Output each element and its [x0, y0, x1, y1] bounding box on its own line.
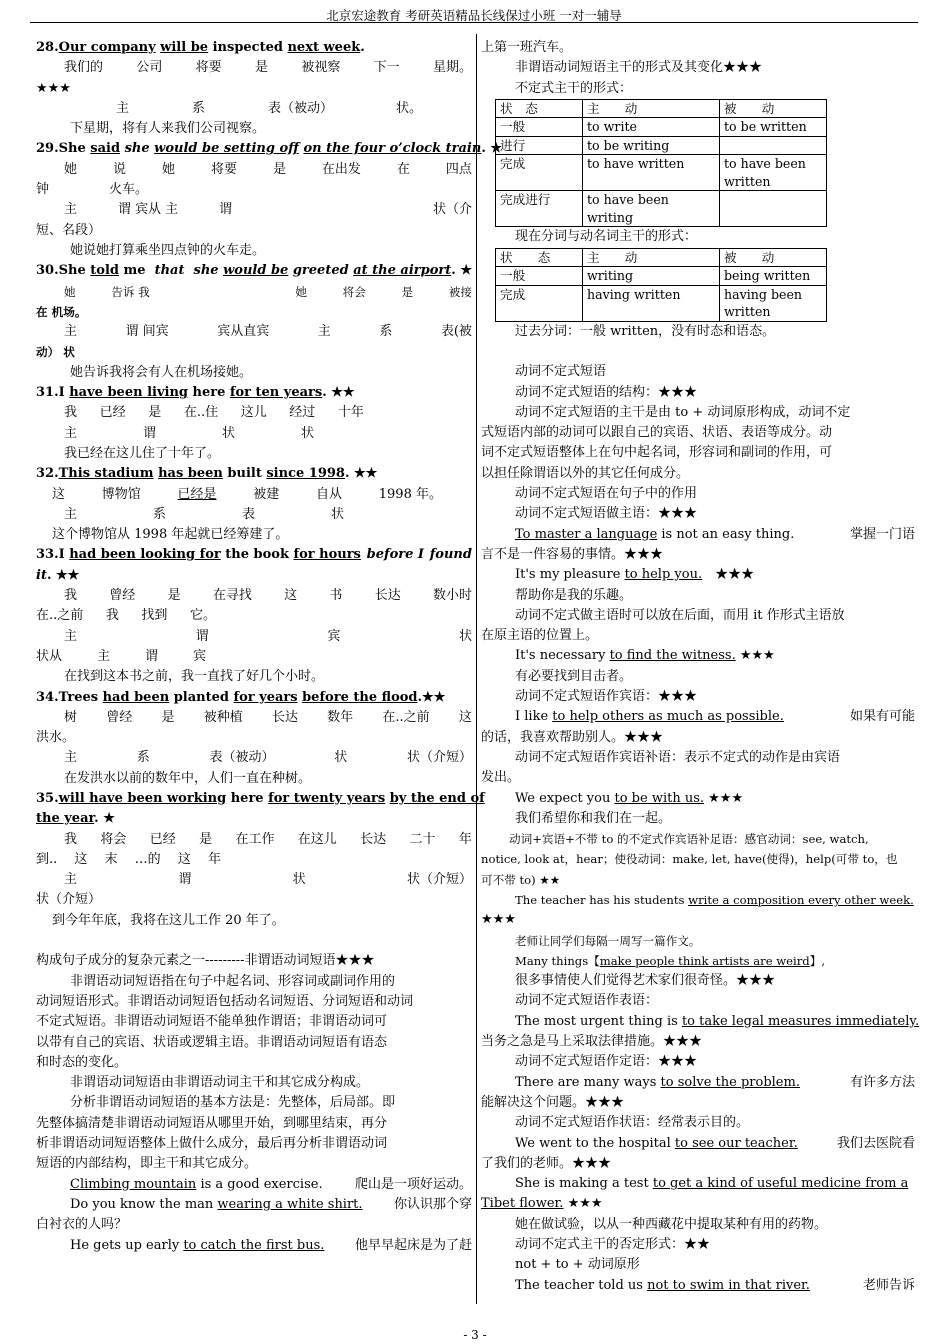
gloss-33b: 在..之前 我 找到 它。 [36, 608, 216, 624]
example-medicine-cont: Tibet flower. ★★★ [481, 1196, 603, 1212]
attributive-heading: 动词不定式短语作定语：★★★ [515, 1054, 698, 1070]
sentence-34: 34.Trees had been planted for years before the flood.★★ [36, 689, 446, 705]
translation-35: 到今年年底，我将在这儿工作 20 年了。 [52, 912, 285, 928]
table-header-row [496, 248, 827, 267]
predicative-heading: 动词不定式短语作表语： [515, 993, 659, 1009]
example-composition: The teacher has his students write a composition every other week. [515, 893, 914, 907]
example-catch-bus: He gets up early to catch the first bus. 他早早起床是为了赶 [70, 1237, 472, 1253]
gloss-28: 我们的 公司 将要 是 被视察 下一 星期。 [64, 60, 472, 76]
it-note-line2: 在原主语的位置上。 [481, 628, 599, 644]
bare-infinitive-note-line3: 可不带 to) ★★ [481, 872, 561, 887]
gloss-30: 她 告诉 我 她 将会 是 被接 [64, 284, 472, 299]
roles-29: 主 谓 宾从 主 谓 状（介 [64, 202, 472, 218]
translation-33: 在找到这本书之前，我一直找了好几个小时。 [64, 669, 325, 685]
sentence-35b: the year. ★ [36, 811, 115, 827]
roles-30: 主 谓 间宾 宾从直宾 主 系 表(被 [64, 324, 472, 340]
sentence-29: 29.She said she would be setting off on the four o’clock train. ★ [36, 141, 503, 157]
roles-34: 主 系 表（被动） 状 状（介短） [64, 750, 472, 766]
table-cell: to have written [583, 155, 720, 191]
gloss-29b: 钟 火车。 [36, 182, 149, 198]
table-cell: 完成 [496, 155, 583, 191]
table-cell: 一般 [496, 267, 583, 286]
infinitive-para-line4: 以担任除谓语以外的其它任何成分。 [481, 465, 690, 481]
translation-28: 下星期，将有人来我们公司视察。 [70, 121, 266, 137]
spacer [481, 342, 915, 362]
gloss-34b: 洪水。 [36, 730, 76, 746]
gloss-31: 我 已经 是 在..住 这儿 经过 十年 [64, 405, 364, 421]
infinitive-para-line2: 式短语内部的动词可以跟自己的宾语、状语、表语等成分。动 [481, 425, 833, 441]
example-help-others: I like to help others as much as possible. 如果有可能 [515, 709, 915, 725]
infinitive-roles: 动词不定式短语在句子中的作用 [515, 486, 698, 502]
section-para1-line2: 动词短语形式。非谓语动词短语包括动名词短语、分词短语和动词 [36, 993, 414, 1009]
spacer [36, 931, 472, 951]
table-cell: to be written [720, 118, 827, 137]
section-para1-line1: 非谓语动词短语指在句子中起名词、形容词或副词作用的 [70, 973, 396, 989]
sentence-31: 31.I have been living here for ten years. ★★ [36, 385, 355, 401]
table-cell: to be writing [583, 136, 720, 155]
table-row [496, 267, 827, 286]
table-cell: having written [583, 285, 720, 321]
bare-infinitive-note-line1: 动词+宾语+不带 to 的不定式作宾语补足语：感官动词：see, watch, [509, 832, 869, 847]
translation-32: 这个博物馆从 1998 年起就已经筹建了。 [52, 527, 289, 543]
sentence-35: 35.will have been working here for twenty years by the end of [36, 790, 485, 806]
gloss-29: 她 说 她 将要 是 在出发 在 四点 [64, 161, 472, 177]
past-participle-note: 过去分词：一般 written，没有时态和语态。 [515, 323, 776, 339]
infinitive-forms-table [495, 99, 827, 228]
table-cell [720, 136, 827, 155]
translation-34: 在发洪水以前的数年中，人们一直在种树。 [64, 770, 312, 786]
example-hospital: We went to the hospital to see our teacher. 我们去医院看 [515, 1135, 915, 1151]
roles-35b: 状（介短） [36, 892, 102, 908]
gloss-32: 这 博物馆 已经是 被建 自从 1998 年。 [52, 486, 442, 502]
example-solve-problem: There are many ways to solve the problem. 有许多方法 [515, 1074, 915, 1090]
roles-32: 主 系 表 状 [64, 506, 344, 522]
object-complement-heading: 动词不定式短语作宾语补语：表示不定式的动作是由宾语 [515, 749, 841, 765]
section-para1-line3: 不定式短语。非谓语动词短语不能单独作谓语；非谓语动词可 [36, 1014, 388, 1030]
bare-infinitive-note-line2: notice, look at，hear；使役动词：make, let, have(使得)，help(可带 to，也 [481, 852, 898, 867]
infinitive-title: 动词不定式短语 [515, 364, 607, 380]
sentence-32: 32.This stadium has been built since 1998. ★★ [36, 466, 378, 482]
example-wearing-cont: 白衬衣的人吗？ [36, 1217, 128, 1233]
sentence-33b: it. ★★ [36, 567, 80, 583]
table-cell: 一般 [496, 118, 583, 137]
example-composition-stars: ★★★ [481, 912, 516, 928]
it-note-line1: 动词不定式做主语时可以放在后面，而用 it 作形式主语放 [515, 607, 845, 623]
example-expect: We expect you to be with us. ★★★ [515, 790, 744, 806]
heading-infinitive-forms: 不定式主干的形式： [515, 80, 633, 96]
example-medicine-zh: 她在做试验，以从一种西藏花中提取某种有用的药物。 [515, 1216, 828, 1232]
table-cell: to write [583, 118, 720, 137]
table-cell: to have been written [720, 155, 827, 191]
infinitive-structure: 动词不定式短语的结构：★★★ [515, 384, 698, 400]
example-witness: It's necessary to find the witness. ★★★ [515, 648, 775, 664]
adverbial-heading: 动词不定式短语作状语：经常表示目的。 [515, 1115, 750, 1131]
table-cell: having been written [720, 285, 827, 321]
table-cell: 完成 [496, 285, 583, 321]
table-header: 状 态 [496, 99, 583, 118]
object-complement-heading-cont: 发出。 [481, 770, 521, 786]
table-row [496, 155, 827, 191]
example-master-language: To master a language is not an easy thing. 掌握一门语 [515, 526, 915, 542]
table-cell [720, 191, 827, 227]
roles-28: 主 系 表（被动） 状。 [116, 100, 422, 116]
infinitive-para-line3: 词不定式短语整体上在句中起名词，形容词和副词的作用，可 [481, 445, 833, 461]
section-title: 构成句子成分的复杂元素之一---------非谓语动词短语★★★ [36, 953, 375, 969]
gloss-30b: 在 机场。 [36, 304, 87, 319]
example-witness-zh: 有必要找到目击者。 [515, 668, 633, 684]
roles-31: 主 谓 状 状 [64, 425, 314, 441]
roles-29b: 短、名段） [36, 222, 102, 238]
section-para3-line3: 析非谓语动词短语整体上做什么成分，最后再分析非谓语动词 [36, 1136, 388, 1152]
example-solve-problem-cont: 能解决这个问题。★★★ [481, 1094, 625, 1110]
gloss-33: 我 曾经 是 在寻找 这 书 长达 数小时 [64, 588, 472, 604]
column-divider [476, 34, 477, 1304]
continuation: 上第一班汽车。 [481, 40, 573, 55]
negative-form: not + to + 动词原形 [515, 1257, 640, 1273]
example-pleasure-zh: 帮助你是我的乐趣。 [515, 587, 633, 603]
table-cell: 完成进行 [496, 191, 583, 227]
table-header: 主 动 [583, 248, 720, 267]
negative-heading: 动词不定式主干的否定形式：★★ [515, 1237, 711, 1253]
section-para3-line1: 分析非谓语动词短语的基本方法是：先整体，后局部。即 [70, 1095, 396, 1111]
table-row [496, 191, 827, 227]
table-header-row [496, 99, 827, 118]
roles-33b: 状从 主 谓 宾 [36, 648, 206, 664]
table-cell: to have been writing [583, 191, 720, 227]
roles-35: 主 谓 状 状（介短） [64, 872, 472, 888]
gloss-35b: 到.. 这 末 …的 这 年 [36, 851, 221, 867]
section-para3-line4: 短语的内部结构，即主干和其它成分。 [36, 1156, 258, 1172]
page-header: 北京宏途教育 考研英语精品长线保过小班 一对一辅导 [326, 8, 622, 23]
gloss-35: 我 将会 已经 是 在工作 在这儿 长达 二十 年 [64, 831, 472, 847]
example-legal-measures: The most urgent thing is to take legal measures immediately. [515, 1013, 920, 1029]
section-para3-line2: 先整体搞清楚非谓语动词短语从哪里开始，到哪里结束，再分 [36, 1115, 388, 1131]
example-pleasure: It's my pleasure to help you. ★★★ [515, 567, 755, 583]
example-master-language-cont: 言不是一件容易的事情。★★★ [481, 546, 664, 562]
table-header: 被 动 [720, 248, 827, 267]
example-legal-measures-zh: 当务之急是马上采取法律措施。★★★ [481, 1034, 703, 1050]
subject-heading: 动词不定式短语做主语：★★★ [515, 506, 698, 522]
gloss-34: 树 曾经 是 被种植 长达 数年 在..之前 这 [64, 709, 472, 725]
roles-30b: 动） 状 [36, 345, 75, 360]
table-cell: 进行 [496, 136, 583, 155]
header-rule [30, 22, 918, 23]
stars-28: ★★★ [36, 80, 71, 96]
table-header: 主 动 [583, 99, 720, 118]
example-artists: Many things【make people think artists are weird】, [515, 953, 825, 968]
example-wearing: Do you know the man wearing a white shirt. 你认识那个穿 [70, 1196, 472, 1212]
sentence-33: 33.I had been looking for the book for hours before I found [36, 547, 472, 563]
section-para1-line5: 和时态的变化。 [36, 1054, 128, 1070]
table-cell: being written [720, 267, 827, 286]
translation-29: 她说她打算乘坐四点钟的火车走。 [70, 242, 266, 258]
section-para2: 非谓语动词短语由非谓语动词主干和其它成分构成。 [70, 1075, 370, 1091]
example-hospital-cont: 了我们的老师。★★★ [481, 1155, 612, 1171]
table-row [496, 118, 827, 137]
example-composition-zh: 老师让同学们每隔一周写一篇作文。 [515, 933, 701, 948]
heading-forms: 非谓语动词短语主干的形式及其变化★★★ [515, 60, 763, 76]
translation-31: 我已经在这儿住了十年了。 [64, 445, 221, 461]
heading-participle-forms: 现在分词与动名词主干的形式： [515, 229, 698, 245]
infinitive-para-line1: 动词不定式短语的主干是由 to + 动词原形构成，动词不定 [515, 404, 851, 420]
example-help-others-cont: 的话，我喜欢帮助别人。★★★ [481, 729, 664, 745]
right-column [481, 38, 920, 1296]
roles-33: 主 谓 宾 状 [64, 628, 472, 644]
example-expect-zh: 我们希望你和我们在一起。 [515, 810, 672, 826]
table-cell: writing [583, 267, 720, 286]
example-artists-zh: 很多事情使人们觉得艺术家们很奇怪。★★★ [515, 973, 776, 989]
sentence-28: 28.Our company will be inspected next week. [36, 40, 365, 55]
translation-30: 她告诉我将会有人在机场接她。 [70, 364, 253, 380]
page-number: - 3 - [463, 1328, 487, 1342]
section-para1-line4: 以带有自己的宾语、状语或逻辑主语。非谓语动词短语有语态 [36, 1034, 388, 1050]
example-river: The teacher told us not to swim in that river. 老师告诉 [515, 1277, 915, 1293]
table-header: 被 动 [720, 99, 827, 118]
table-row [496, 285, 827, 321]
participle-forms-table [495, 248, 827, 322]
example-medicine: She is making a test to get a kind of useful medicine from a [515, 1176, 909, 1192]
sentence-30: 30.She told me that she would be greeted at the airport. ★ [36, 263, 472, 279]
table-header: 状 态 [496, 248, 583, 267]
example-climbing: Climbing mountain is a good exercise. 爬山是一项好运动。 [70, 1176, 472, 1192]
object-heading: 动词不定式短语作宾语：★★★ [515, 689, 698, 705]
table-row [496, 136, 827, 155]
